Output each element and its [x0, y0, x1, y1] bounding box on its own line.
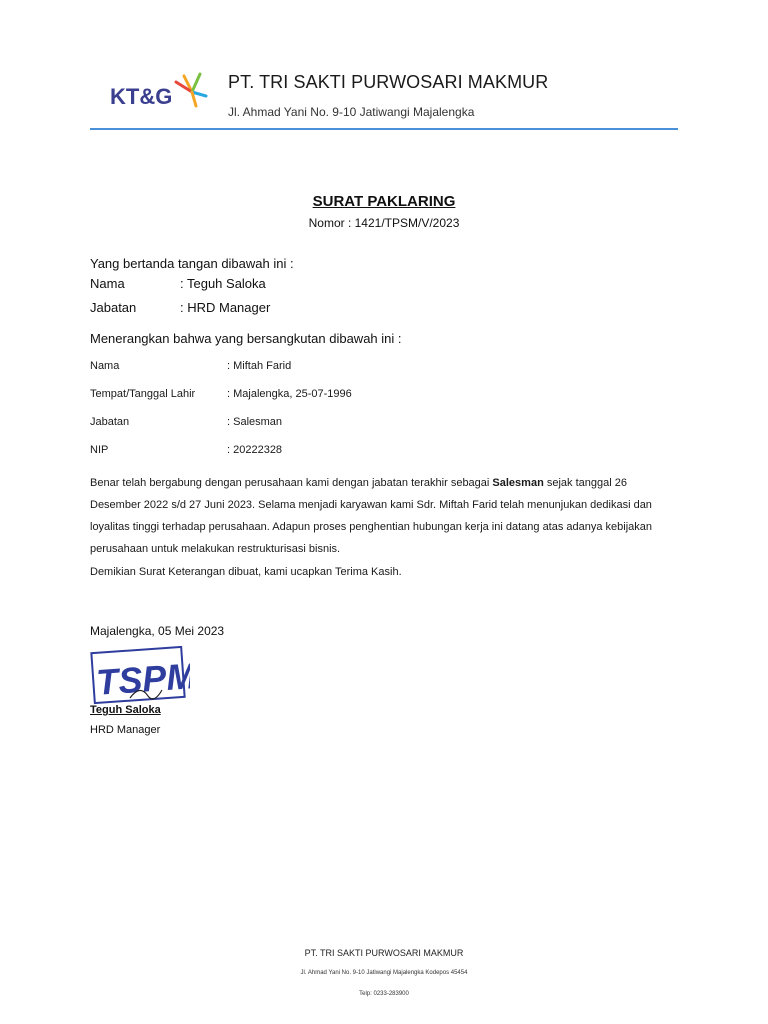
employee-nip-value: : 20222328 — [227, 444, 283, 456]
stamp-graphic — [90, 646, 190, 708]
header-divider — [90, 128, 678, 130]
employee-nip-label: NIP — [90, 444, 109, 456]
signer-name-label: Nama — [90, 276, 125, 291]
employee-intro: Menerangkan bahwa yang bersangkutan dibawah ini : — [90, 331, 402, 346]
company-logo — [110, 66, 210, 112]
signer-position-value: : HRD Manager — [180, 300, 271, 315]
closing-sentence: Demikian Surat Keterangan dibuat, kami ucapkan Terima Kasih. — [90, 566, 402, 578]
signature-title: HRD Manager — [90, 724, 161, 736]
ktg-logo-graphic — [110, 66, 210, 112]
footer-company: PT. TRI SAKTI PURWOSARI MAKMUR — [304, 948, 464, 958]
footer-phone: Telp: 0233-283900 — [359, 991, 409, 997]
signer-name-value: : Teguh Saloka — [180, 276, 266, 291]
body-part1: Benar telah bergabung dengan perusahaan kami dengan jabatan terakhir sebagai — [90, 477, 493, 489]
letter-number: Nomor : 1421/TPSM/V/2023 — [308, 216, 460, 230]
body-position-bold: Salesman — [492, 477, 544, 489]
stamp-text: TSPM — [94, 654, 190, 703]
signer-intro: Yang bertanda tangan dibawah ini : — [90, 256, 294, 271]
company-name: PT. TRI SAKTI PURWOSARI MAKMUR — [228, 72, 549, 92]
logo-text: KT&G — [110, 84, 173, 109]
employee-birth-value: : Majalengka, 25-07-1996 — [227, 388, 352, 400]
employee-birth-label: Tempat/Tanggal Lahir — [90, 388, 196, 400]
company-stamp — [90, 646, 190, 708]
employee-position-value: : Salesman — [227, 416, 283, 428]
company-address: Jl. Ahmad Yani No. 9-10 Jatiwangi Majalengka — [228, 105, 475, 119]
employee-name-value: : Miftah Farid — [227, 360, 292, 372]
place-date: Majalengka, 05 Mei 2023 — [90, 624, 225, 638]
signature-name: Teguh Saloka — [90, 704, 161, 716]
signer-position-label: Jabatan — [90, 300, 137, 315]
employee-position-label: Jabatan — [90, 416, 130, 428]
body-part2: sejak tanggal 26 Desember 2022 s/d 27 Juni 2023. Selama menjadi karyawan kami Sdr. Miftah Farid telah menunjukan dedikasi dan loyalitas tinggi terhadap perusahaan. Adapun proses penghentian hubungan kerja ini datang atas adanya kebijakan perusahaan untuk melakukan restrukturisasi bisnis. — [90, 477, 653, 555]
body-paragraph — [90, 472, 680, 560]
footer-address: Jl. Ahmad Yani No. 9-10 Jatiwangi Majalengka Kodepos 45454 — [300, 970, 468, 976]
employee-name-label: Nama — [90, 360, 120, 372]
letter-title: SURAT PAKLARING — [312, 193, 456, 210]
